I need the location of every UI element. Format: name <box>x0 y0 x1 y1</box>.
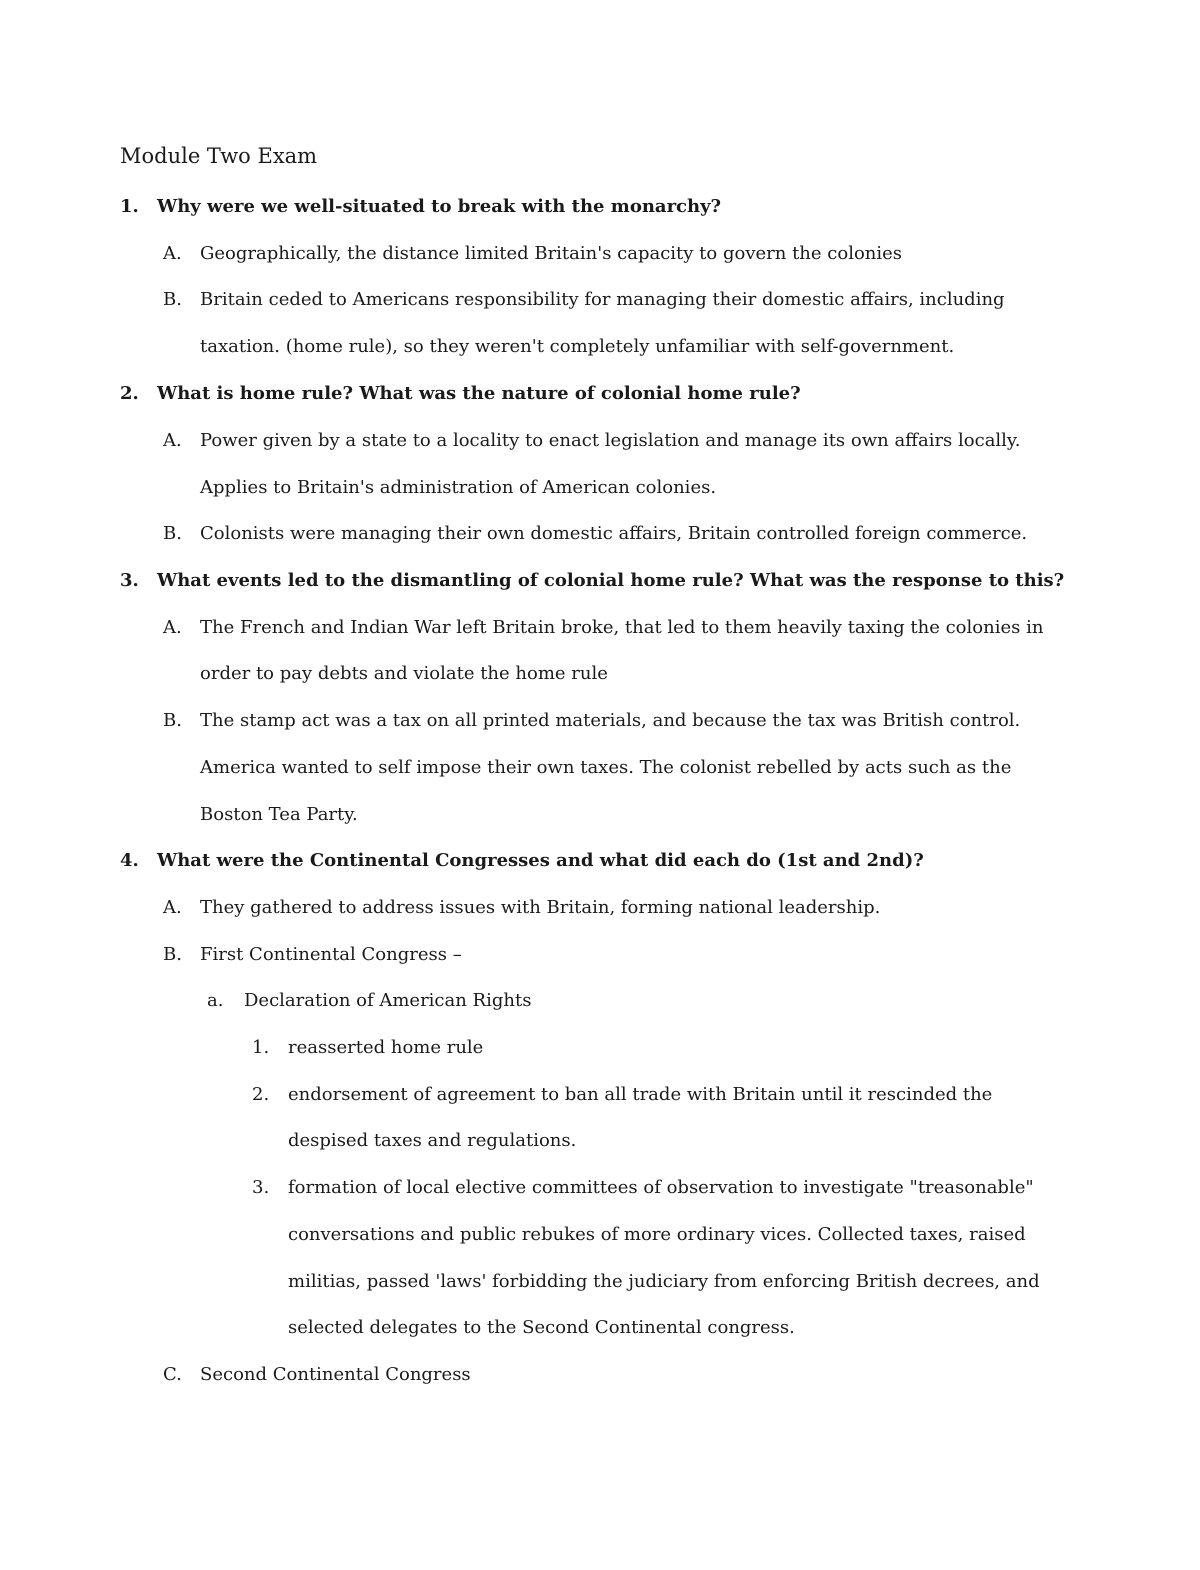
answer-marker: B. <box>163 289 182 310</box>
question-number: 3. <box>120 570 139 591</box>
answer-line: First Continental Congress – <box>200 944 462 965</box>
answer-marker: B. <box>163 523 182 544</box>
document-title: Module Two Exam <box>120 144 318 168</box>
answer-marker: B. <box>163 944 182 965</box>
answer-line: taxation. (home rule), so they weren't completely unfamiliar with self-government. <box>200 336 955 357</box>
answer-line: Britain ceded to Americans responsibility for managing their domestic affairs, including <box>200 289 1005 310</box>
answer-line: America wanted to self impose their own taxes. The colonist rebelled by acts such as the <box>200 757 1012 778</box>
question-number: 2. <box>120 383 139 404</box>
sub-sub-answer-line: reasserted home rule <box>288 1037 484 1058</box>
question-text: What is home rule? What was the nature of colonial home rule? <box>157 383 801 404</box>
answer-marker: A. <box>163 430 182 451</box>
sub-sub-answer-marker: 3. <box>252 1177 270 1198</box>
answer-line: The French and Indian War left Britain broke, that led to them heavily taxing the colonies in <box>200 617 1044 638</box>
sub-sub-answer-marker: 2. <box>252 1084 270 1105</box>
sub-sub-answer-line: formation of local elective committees of observation to investigate "treasonable" <box>288 1177 1034 1198</box>
sub-sub-answer-line: despised taxes and regulations. <box>288 1130 577 1151</box>
answer-line: Power given by a state to a locality to enact legislation and manage its own affairs locally. <box>200 430 1021 451</box>
question-text: What were the Continental Congresses and what did each do (1st and 2nd)? <box>157 850 924 871</box>
answer-line: Geographically, the distance limited Britain's capacity to govern the colonies <box>200 243 903 264</box>
answer-line: Boston Tea Party. <box>200 804 358 825</box>
answer-line: Colonists were managing their own domestic affairs, Britain controlled foreign commerce. <box>200 523 1028 544</box>
answer-line: order to pay debts and violate the home rule <box>200 663 608 684</box>
sub-sub-answer-line: militias, passed 'laws' forbidding the judiciary from enforcing British decrees, and <box>288 1271 1040 1292</box>
answer-marker: C. <box>163 1364 182 1385</box>
answer-marker: A. <box>163 243 182 264</box>
answer-line: Second Continental Congress <box>200 1364 471 1385</box>
question-text: What events led to the dismantling of colonial home rule? What was the response to this? <box>157 570 1065 591</box>
sub-sub-answer-line: endorsement of agreement to ban all trade with Britain until it rescinded the <box>288 1084 993 1105</box>
sub-sub-answer-line: selected delegates to the Second Continental congress. <box>288 1317 795 1338</box>
sub-answer-marker: a. <box>207 990 224 1011</box>
answer-line: Applies to Britain's administration of American colonies. <box>200 477 717 498</box>
answer-line: The stamp act was a tax on all printed materials, and because the tax was British control. <box>200 710 1021 731</box>
sub-sub-answer-line: conversations and public rebukes of more ordinary vices. Collected taxes, raised <box>288 1224 1026 1245</box>
question-number: 1. <box>120 196 139 217</box>
question-text: Why were we well-situated to break with the monarchy? <box>157 196 722 217</box>
answer-marker: A. <box>163 897 182 918</box>
sub-answer-line: Declaration of American Rights <box>244 990 532 1011</box>
answer-marker: A. <box>163 617 182 638</box>
answer-line: They gathered to address issues with Britain, forming national leadership. <box>200 897 881 918</box>
question-number: 4. <box>120 850 139 871</box>
sub-sub-answer-marker: 1. <box>252 1037 270 1058</box>
answer-marker: B. <box>163 710 182 731</box>
